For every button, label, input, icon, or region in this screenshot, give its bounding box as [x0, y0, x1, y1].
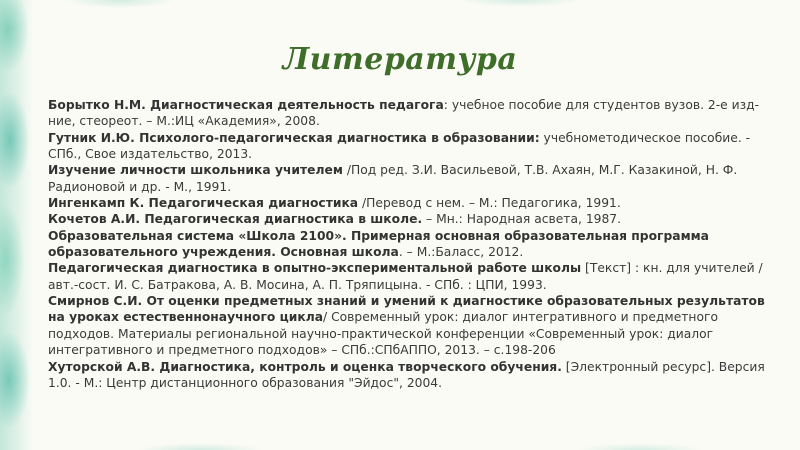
reference-details: /Перевод с нем. – М.: Педагогика, 1991. [358, 196, 621, 211]
reference-details: [Электронный ресурс]. Версия 1.0. - М.: Центр дистанционного образования "Эйдос", 2004. [48, 359, 765, 390]
reference-item [48, 195, 783, 211]
reference-item [48, 211, 783, 227]
reference-details: . – М.:Баласс, 2012. [398, 245, 524, 260]
reference-item [48, 359, 783, 392]
reference-list [48, 97, 783, 391]
watercolor-decoration-top [0, 0, 800, 18]
reference-item [48, 97, 783, 130]
reference-title: Педагогическая диагностика в опытно-экспериментальной работе школы [48, 261, 582, 276]
reference-title: Хуторской А.В. Диагностика, контроль и оценка творческого обучения. [48, 359, 562, 374]
reference-title: Кочетов А.И. Педагогическая диагностика в школе. [48, 212, 423, 227]
reference-title: Смирнов С.И. От оценки предметных знаний и умений к диагностике образовательных результатов на уроках естественнонаучного цикла [48, 294, 765, 325]
reference-details: /Под ред. З.И. Васильевой, Т.В. Ахаян, М.Г. Казакиной, Н. Ф. Радионовой и др. - М., 1991. [48, 163, 738, 194]
reference-details: учебнометодическое пособие. - СПб., Свое издательство, 2013. [48, 130, 751, 162]
reference-item [48, 293, 783, 358]
watercolor-decoration-bottom [0, 436, 800, 450]
reference-title: Ингенкамп К. Педагогическая диагностика [48, 196, 359, 211]
reference-title: Гутник И.Ю. Психолого-педагогическая диагностика в образовании: [48, 130, 540, 145]
reference-item [48, 162, 783, 195]
reference-item [48, 130, 783, 163]
reference-item [48, 260, 783, 293]
reference-title: Борытко Н.М. Диагностическая деятельность педагога [48, 98, 444, 112]
reference-details: : учебное пособие для студентов вузов. 2-е изд-ние, стеореот. – М.:ИЦ «Академия», 2008. [48, 98, 760, 129]
reference-title: Образовательная система «Школа 2100». Примерная основная образовательная программа образовательного учреждения. Основная школа [48, 228, 709, 260]
slide-title: Литература [282, 42, 518, 77]
reference-details: / Современный урок: диалог интегративного и предметного подходов. Материалы региональной научно-практической конференции «Современный урок: диалог интегративного и предметного подходов» – СПб.:СПбАППО, 2013. – с.198-206 [48, 310, 718, 358]
reference-details: [Текст] : кн. для учителей / авт.-сост. И. С. Батракова, А. В. Мосина, А. П. Тряпицына. - СПб. : ЦПИ, 1993. [48, 261, 763, 292]
reference-item [48, 228, 783, 261]
reference-details: – Мн.: Народная асвета, 1987. [422, 212, 622, 227]
reference-title: Изучение личности школьника учителем [48, 163, 343, 178]
